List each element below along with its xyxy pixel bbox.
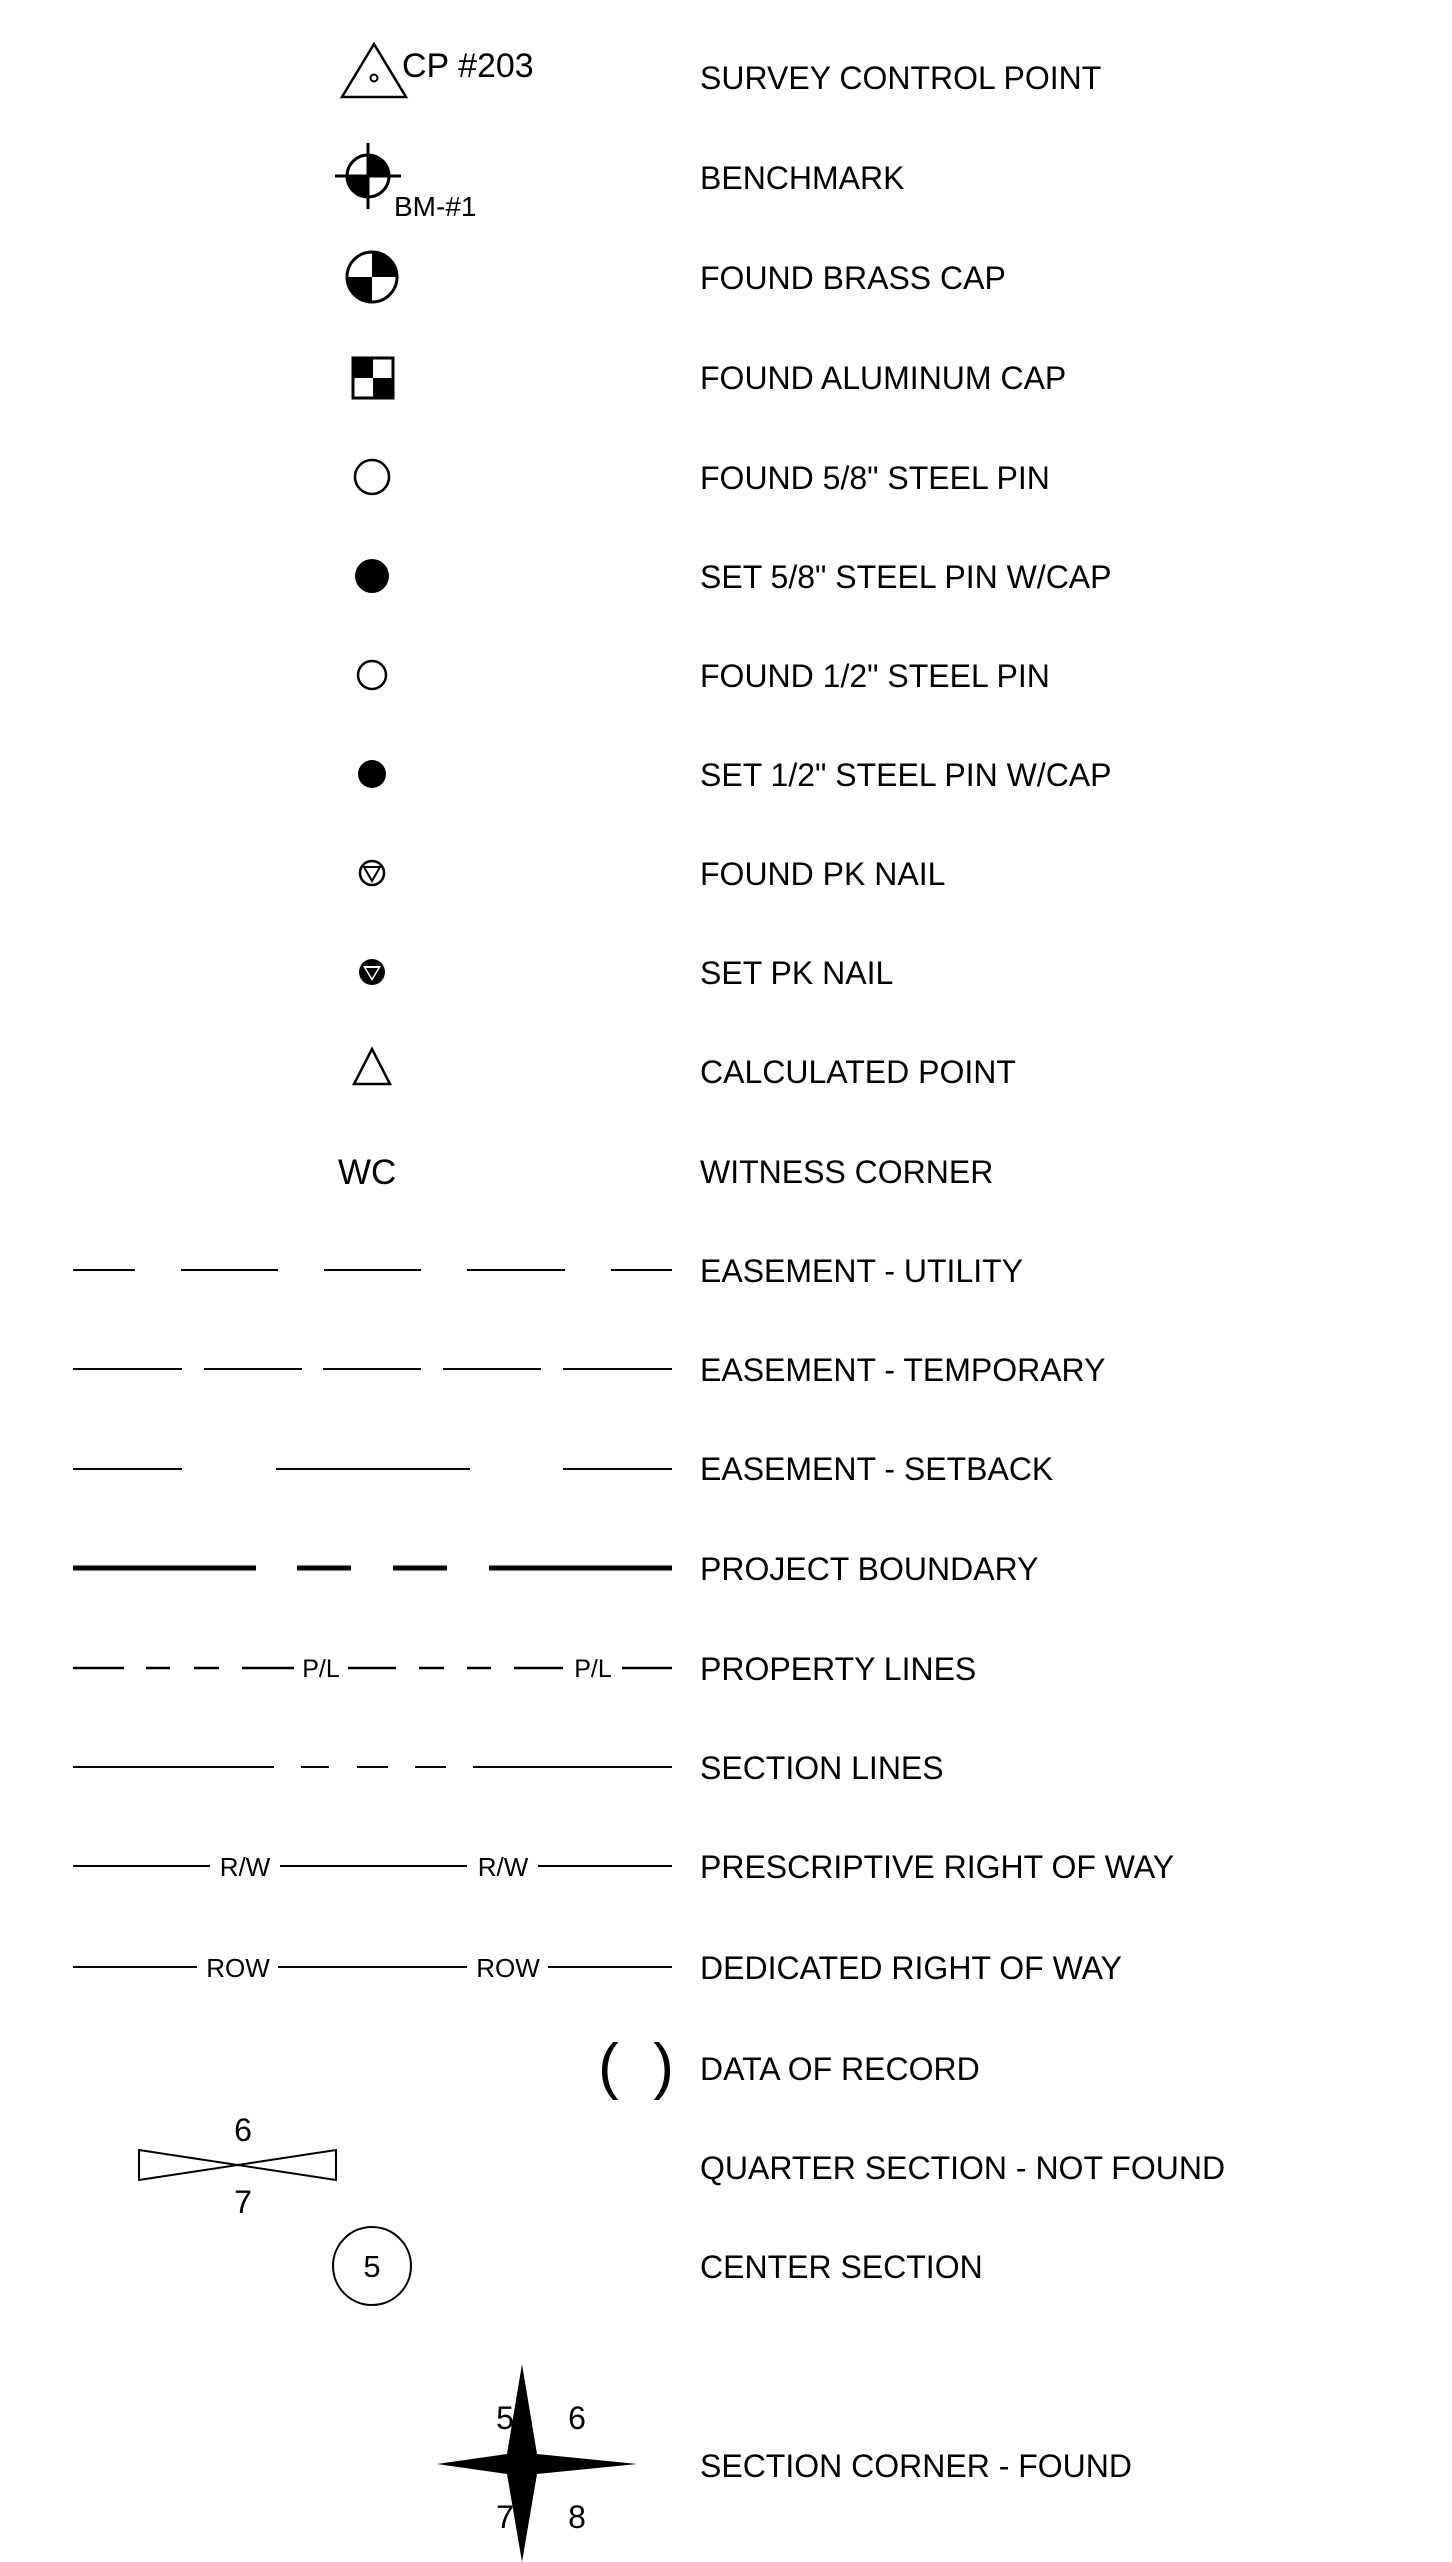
legend-row-set-5-8-steel-pin (355, 559, 1111, 595)
legend-label: QUARTER SECTION - NOT FOUND (700, 2150, 1226, 2186)
legend-label: FOUND BRASS CAP (700, 260, 1006, 296)
open-circle-small-icon (358, 661, 386, 689)
legend-label: FOUND 5/8" STEEL PIN (700, 460, 1050, 496)
legend-row-dedicated-right-of-way (73, 1950, 1122, 1986)
benchmark-id: BM-#1 (394, 191, 477, 222)
legend-label: SET 5/8" STEEL PIN W/CAP (700, 559, 1112, 595)
legend-label: SECTION LINES (700, 1750, 944, 1786)
witness-corner-symbol: WC (338, 1153, 397, 1192)
legend-row-quarter-section-not-found (139, 2112, 1225, 2220)
legend-row-found-aluminum-cap (353, 358, 1066, 398)
bowtie-icon (139, 2150, 336, 2180)
legend-label: PRESCRIPTIVE RIGHT OF WAY (700, 1849, 1175, 1885)
triangle-icon (354, 1049, 390, 1084)
right-of-way-tag: R/W (477, 1852, 529, 1882)
property-line-tag: P/L (574, 1655, 612, 1683)
legend-row-easement-temporary (73, 1352, 1105, 1388)
section-corner-cross-icon (437, 2364, 637, 2562)
legend-row-set-1-2-steel-pin (358, 757, 1111, 793)
legend-row-easement-utility (73, 1253, 1023, 1289)
open-circle-large-icon (355, 460, 389, 494)
legend-label: SET 1/2" STEEL PIN W/CAP (700, 757, 1112, 793)
legend-row-easement-setback (73, 1451, 1053, 1487)
legend-label: SURVEY CONTROL POINT (700, 60, 1102, 96)
legend-label: BENCHMARK (700, 160, 905, 196)
legend-row-found-pk-nail (360, 856, 945, 892)
legend-label: FOUND PK NAIL (700, 856, 946, 892)
legend-label: FOUND ALUMINUM CAP (700, 360, 1067, 396)
benchmark-icon (335, 143, 401, 209)
legend-label: EASEMENT - TEMPORARY (700, 1352, 1106, 1388)
legend-row-section-corner-found (437, 2364, 1132, 2562)
legend-label: EASEMENT - UTILITY (700, 1253, 1024, 1289)
section-number-nw: 5 (496, 2400, 514, 2436)
legend-label: FOUND 1/2" STEEL PIN (700, 658, 1050, 694)
legend-row-data-of-record (598, 2032, 980, 2101)
legend-row-found-1-2-steel-pin (358, 658, 1050, 694)
filled-circle-large-icon (355, 559, 389, 593)
quarter-section-number-bottom: 7 (234, 2184, 252, 2220)
center-section-number: 5 (363, 2249, 381, 2284)
right-of-way-tag: R/W (219, 1852, 271, 1882)
section-number-sw: 7 (496, 2499, 514, 2535)
control-point-id: CP #203 (402, 47, 534, 85)
legend-label: PROJECT BOUNDARY (700, 1551, 1039, 1587)
legend-row-found-5-8-steel-pin (355, 460, 1050, 496)
legend-label: PROPERTY LINES (700, 1651, 977, 1687)
legend-label: SET PK NAIL (700, 955, 894, 991)
legend-row-project-boundary (73, 1551, 1038, 1587)
legend-label: CENTER SECTION (700, 2249, 983, 2285)
survey-control-point-icon (342, 44, 406, 97)
pk-nail-filled-icon (359, 959, 385, 985)
data-of-record-parentheses: ( ) (598, 2032, 674, 2101)
legend-label: WITNESS CORNER (700, 1154, 994, 1190)
legend-row-prescriptive-right-of-way (73, 1849, 1174, 1885)
legend-row-benchmark (335, 143, 904, 222)
legend-label: SECTION CORNER - FOUND (700, 2448, 1132, 2484)
legend-label: CALCULATED POINT (700, 1054, 1016, 1090)
section-number-ne: 6 (568, 2400, 586, 2436)
row-tag: ROW (206, 1953, 270, 1983)
legend-label: EASEMENT - SETBACK (700, 1451, 1054, 1487)
section-number-se: 8 (568, 2499, 586, 2535)
legend-label: DATA OF RECORD (700, 2051, 980, 2087)
quarter-section-number-top: 6 (234, 2112, 252, 2148)
legend-row-section-lines (73, 1750, 944, 1786)
legend-row-witness-corner (338, 1153, 993, 1192)
filled-circle-small-icon (358, 760, 386, 788)
legend-label: DEDICATED RIGHT OF WAY (700, 1950, 1122, 1986)
property-line-tag: P/L (302, 1655, 340, 1683)
row-tag: ROW (476, 1953, 540, 1983)
legend-row-property-lines (73, 1651, 976, 1687)
legend-row-found-brass-cap (347, 252, 1006, 302)
legend-row-center-section (333, 2227, 983, 2305)
brass-cap-icon (347, 252, 397, 302)
aluminum-cap-icon (353, 358, 393, 398)
legend-row-set-pk-nail (359, 955, 893, 991)
legend-row-calculated-point (354, 1049, 1016, 1090)
pk-nail-open-icon (360, 861, 384, 885)
legend-row-survey-control-point (342, 44, 1101, 97)
